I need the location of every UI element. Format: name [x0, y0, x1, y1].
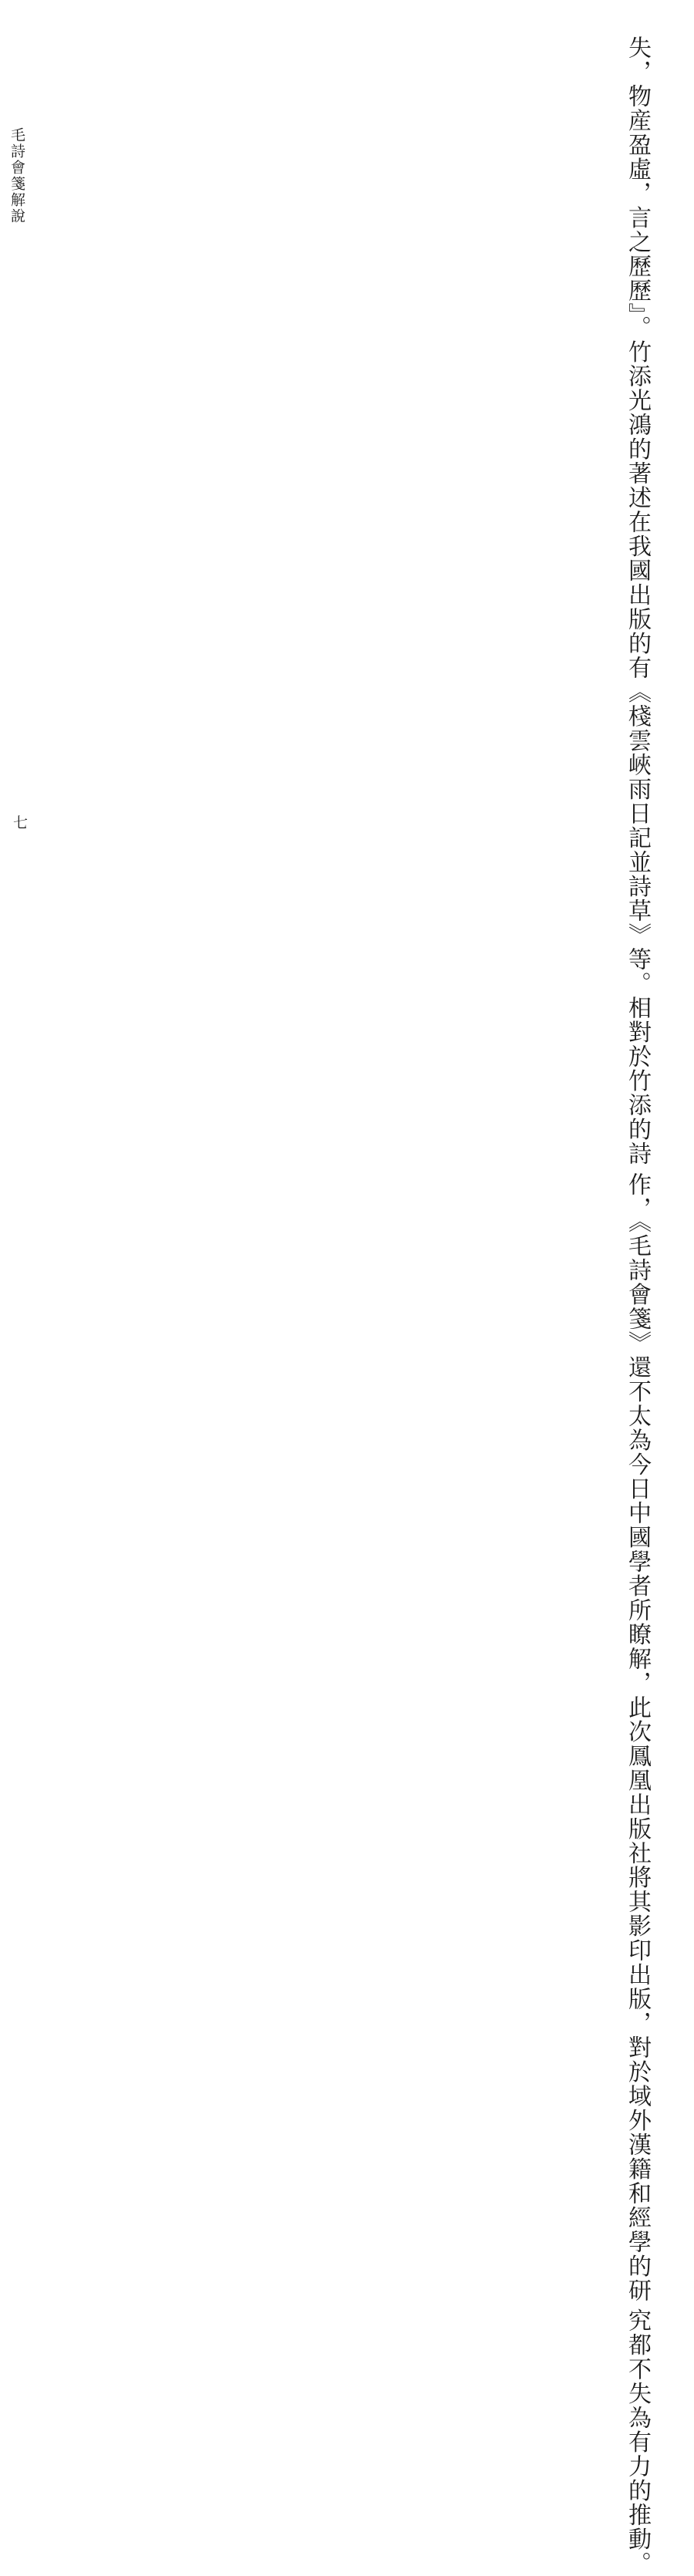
- page-number: 七: [13, 814, 29, 831]
- text-column-2: 作，《毛詩會箋》還不太為今日中國學者所瞭解，此次鳳凰出版社將其影印出版，對於域外漢籍和經學的研: [624, 1172, 651, 2302]
- text-column-1: 失，物産盈虛，言之歷歷』。竹添光鴻的著述在我國出版的有《棧雲峽雨日記並詩草》等。相對於竹添的詩: [624, 35, 651, 1166]
- text-column-3: 究都不失為有力的推動。: [624, 2308, 651, 2576]
- body-text: [624, 35, 651, 2576]
- running-title: 毛詩會箋解說: [8, 127, 25, 224]
